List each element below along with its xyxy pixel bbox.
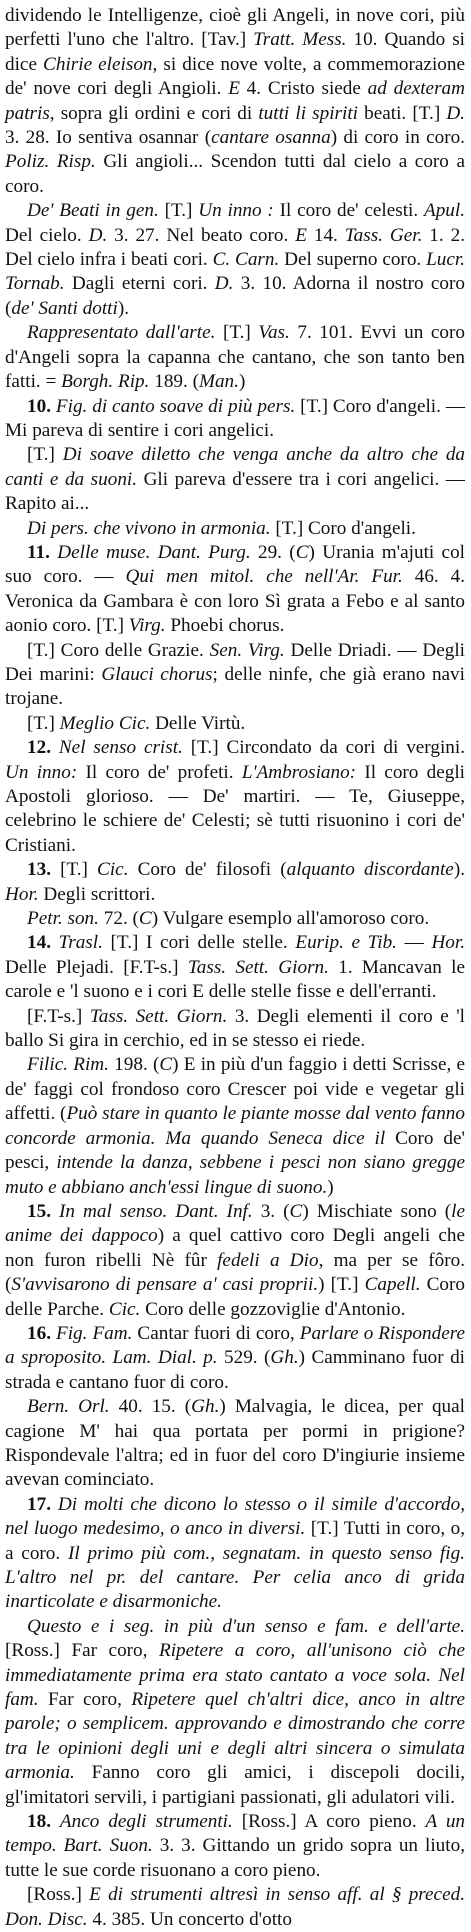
entry-paragraph: Petr. son. 72. (C) Vulgare esemplo all'amoroso coro. xyxy=(27,908,430,930)
entry-section-17: 17. Di molti che dicono lo stesso o il simile d'accordo, nel luogo medesimo, o anco in diversi. [T.] Tutti in coro, o, a coro. Il primo più com., segnatam. in questo senso fig. L'altro nel pr. del cantare. Per celia anco di grida inarticolate e disarmoniche. xyxy=(5,1493,465,1613)
entry-paragraph: Filic. Rim. 198. (C) E in più d'un faggio i detti Scrisse, e de' faggi col frondoso coro Crescer poi vide e vegetar gli affetti. (Può stare in quanto le piante mosse dal vento fanno concorde armonia. Ma quando Seneca dice il Coro de' pesci, intende la danza, sebbene i pesci non siano gregge muto e abbiano anch'essi lingue di suono.) xyxy=(5,1054,466,1198)
entry-paragraph: [F.T-s.] Tass. Sett. Giorn. 3. Degli elementi il coro e 'l ballo Si gira in cerchio, ed in se stesso ei riede. xyxy=(5,1005,466,1052)
entry-paragraph: De' Beati in gen. [T.] Un inno : Il coro de' celesti. Apul. Del cielo. D. 3. 27. Nel beato coro. E 14. Tass. Ger. 1. 2. Del cielo infra i beati cori. C. Carn. Del superno coro. Lucr. Tornab. Dagli eterni cori. D. 3. 10. Adorna il nostro coro (de' Santi dotti). xyxy=(5,200,466,319)
entry-paragraph: [T.] Di soave diletto che venga anche da altro che da canti e da suoni. Gli pareva d'essere tra i cori angelici. — Rapito ai... xyxy=(5,444,466,515)
entry-paragraph: Di pers. che vivono in armonia. [T.] Coro d'angeli. xyxy=(27,517,416,539)
entry-section-16: 16. Fig. Fam. Cantar fuori di coro, Parlare o Rispondere a sproposito. Lam. Dial. p. 529. (Gh.) Camminano fuor di strada e cantano fuor di coro. xyxy=(5,1322,466,1393)
entry-paragraph: [T.] Coro delle Grazie. Sen. Virg. Delle Driadi. — Degli Dei marini: Glauci chorus; delle ninfe, che già erano navi trojane. xyxy=(5,639,465,710)
entry-paragraph: Bern. Orl. 40. 15. (Gh.) Malvagia, le dicea, per qual cagione M' hai qua portata per pormi in prigione? Rispondevale l'altra; ed in fuor del coro D'ingiurie insieme avevan cominciato. xyxy=(5,1396,465,1491)
entry-paragraph: Rappresentato dall'arte. [T.] Vas. 7. 101. Evvi un coro d'Angeli sopra la capanna che cantano, che son tanto ben fatti. = Borgh. Rip. 189. (Man.) xyxy=(5,322,465,393)
entry-section-14: 14. Trasl. [T.] I cori delle stelle. Eurip. e Tib. — Hor. Delle Plejadi. [F.T-s.] Tass. Sett. Giorn. 1. Mancavan le carole e 'l suono e i cori E delle stelle fisse e dell'erranti. xyxy=(5,932,466,1003)
entry-paragraph: [Ross.] E di strumenti altresì in senso aff. al § preced. Don. Disc. 4. 385. Un concerto d'otto xyxy=(5,1884,465,1930)
entry-section-11: 11. Delle muse. Dant. Purg. 29. (C) Urania m'ajuti col suo coro. — Qui men mitol. che nell'Ar. Fur. 46. 4. Veronica da Gambara è con loro Sì grata a Febo e al santo aonio coro. [T.] Virg. Phoebi chorus. xyxy=(5,541,466,637)
entry-section-13: 13. [T.] Cic. Coro de' filosofi (alquanto discordante). Hor. Degli scrittori. xyxy=(5,859,466,905)
entry-paragraph: [T.] Meglio Cic. Delle Virtù. xyxy=(27,712,246,734)
entry-section-15: 15. In mal senso. Dant. Inf. 3. (C) Mischiate sono (le anime dei dappoco) a quel cattivo coro Degli angeli che non furon ribelli Nè fûr fedeli a Dio, ma per se fôro. (S'avvisarono di pensare a' casi proprii.) [T.] Capell. Coro delle Parche. Cic. Coro delle gozzoviglie d'Antonio. xyxy=(5,1200,466,1320)
entry-paragraph: Questo e i seg. in più d'un senso e fam. e dell'arte. [Ross.] Far coro, Ripetere a coro, all'unisono ciò che immediatamente prima era stato cantato a voce sola. Nel fam. Far coro, Ripetere quel ch'altri dice, anco in altre parole; o semplicem. approvando e dimostrando che corre tra le opinioni degli uni e degli altri sincera o simulata armonia. Fanno coro gli amici, i discepoli docili, gl'imitatori servili, i partigiani passionati, gli adulatori vili. xyxy=(5,1615,466,1808)
entry-section-12: 12. Nel senso crist. [T.] Circondato da cori di vergini. Un inno: Il coro de' profeti. L'Ambrosiano: Il coro degli Apostoli glorioso. — De' martiri. — Te, Giuseppe, celebrino le schiere de' Celesti; sè tutti risuonino i cori de' Cristiani. xyxy=(5,737,466,856)
entry-section-18: 18. Anco degli strumenti. [Ross.] A coro pieno. A un tempo. Bart. Suon. 3. 3. Gittando un grido sopra un liuto, tutte le sue corde risuonano a coro pieno. xyxy=(5,1811,466,1881)
entry-section-10: 10. Fig. di canto soave di più pers. [T.] Coro d'angeli. — Mi pareva di sentire i cori angelici. xyxy=(5,395,466,441)
entry-paragraph: dividendo le Intelligenze, cioè gli Angeli, in nove cori, più perfetti l'uno che l'altro. [Tav.] Tratt. Mess. 10. Quando si dice Chirie eleison, si dice nove volte, a commemorazione de' nove cori degli Angioli. E 4. Cristo siede ad dexteram patris, sopra gli ordini e cori di tutti li spiriti beati. [T.] D. 3. 28. Io sentiva osannar (cantare osanna) di coro in coro. Poliz. Risp. Gli angioli... Scendon tutti dal cielo a coro a coro. xyxy=(5,5,465,197)
